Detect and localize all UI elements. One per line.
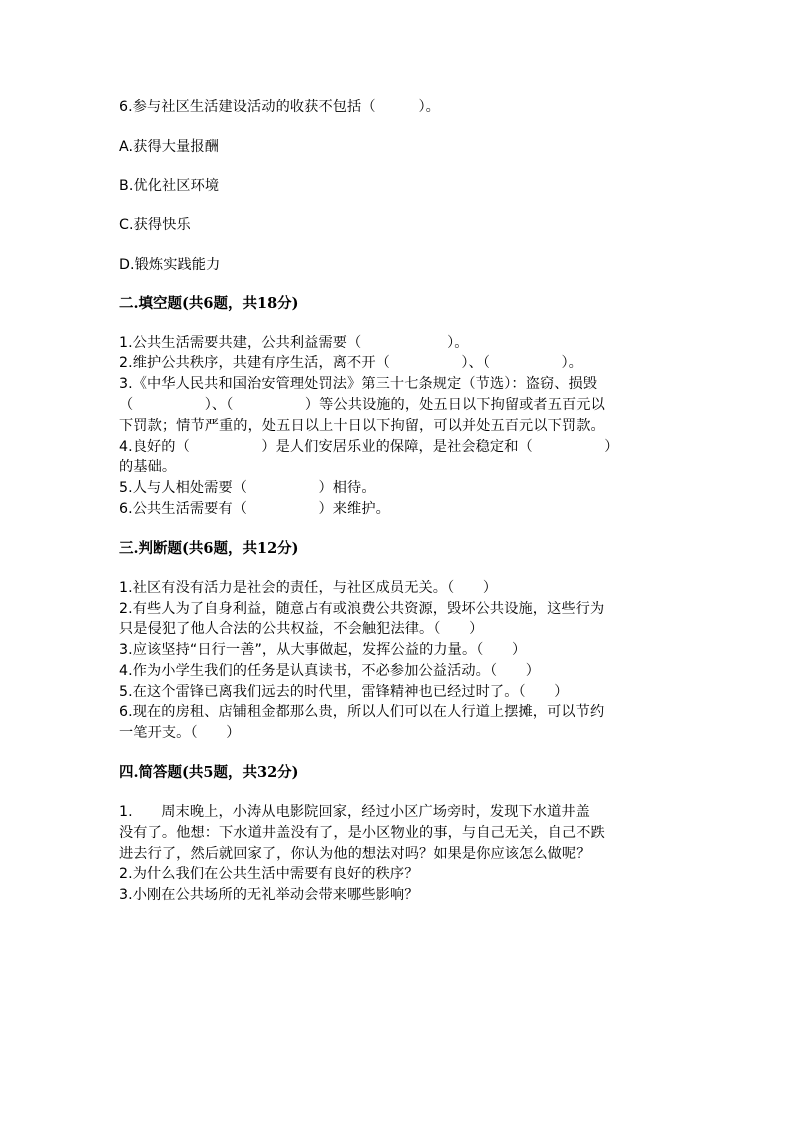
short-line: 没有了。他想：下水道井盖没有了，是小区物业的事，与自己无关，自己不跌 [119,825,605,841]
short-line: 3.小刚在公共场所的无礼举动会带来哪些影响？ [119,887,419,903]
fill-line: 6.公共生活需要有（ ）来维护。 [119,501,390,517]
judge-line: 4.作为小学生我们的任务是认真读书，不必参加公益活动。（ ） [119,663,540,679]
judge-line: 只是侵犯了他人合法的公共权益，不会触犯法律。（ ） [119,621,484,637]
option-c: C.获得快乐 [119,217,191,233]
fill-line: 的基础。 [119,459,177,475]
fill-line: （ ）、（ ）等公共设施的，处五日以下拘留或者五百元以 [119,397,605,413]
fill-line: 2.维护公共秩序，共建有序生活，离不开（ ）、（ ）。 [119,355,583,371]
option-a: A.获得大量报酬 [119,139,219,155]
judge-line: 5.在这个雷锋已离我们远去的时代里，雷锋精神也已经过时了。（ ） [119,684,569,700]
option-b: B.优化社区环境 [119,178,220,194]
judge-line: 6.现在的房租、店铺租金都那么贵，所以人们可以在人行道上摆摊，可以节约 [119,704,605,720]
judge-line: 3.应该坚持“日行一善”，从大事做起，发挥公益的力量。（ ） [119,642,527,658]
section-heading-short: 四.简答题(共5题，共32分) [119,764,299,781]
section-heading-fill: 二.填空题(共6题，共18分) [119,295,299,312]
fill-line: 3.《中华人民共和国治安管理处罚法》第三十七条规定（节选）：盗窃、损毁 [119,376,598,392]
short-line: 进去行了，然后就回家了，你认为他的想法对吗？如果是你应该怎么做呢？ [119,846,591,862]
short-line: 1. 周末晚上，小涛从电影院回家，经过小区广场旁时，发现下水道井盖 [119,804,590,820]
fill-line: 1.公共生活需要共建，公共利益需要（ ）。 [119,335,469,351]
fill-line: 4.良好的（ ）是人们安居乐业的保障，是社会稳定和（ ） [119,439,619,455]
option-d: D.锻炼实践能力 [119,257,221,273]
section-heading-judge: 三.判断题(共6题，共12分) [119,540,299,557]
judge-line: 1.社区有没有活力是社会的责任，与社区成员无关。（ ） [119,580,498,596]
judge-line: 一笔开支。（ ） [119,725,241,741]
fill-line: 5.人与人相处需要（ ）相待。 [119,480,376,496]
question-6-stem: 6.参与社区生活建设活动的收获不包括（ ）。 [119,99,440,115]
short-line: 2.为什么我们在公共生活中需要有良好的秩序？ [119,866,419,882]
judge-line: 2.有些人为了自身利益，随意占有或浪费公共资源，毁坏公共设施，这些行为 [119,601,605,617]
fill-line: 下罚款；情节严重的，处五日以上十日以下拘留，可以并处五百元以下罚款。 [119,418,605,434]
